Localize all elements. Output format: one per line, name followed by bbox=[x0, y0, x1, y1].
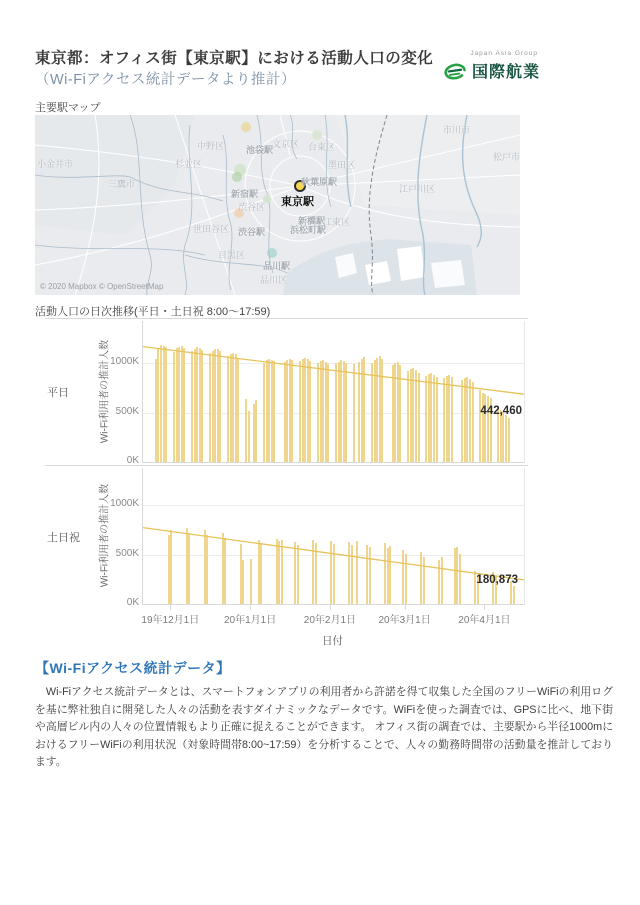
footer-body-text: Wi-Fiアクセス統計データとは、スマートフォンアプリの利用者から許諾を得て収集した全国のフリーWiFiの利用ログを基に弊社独自に開発した人々の活動を表すダイナミックなデータです。WiFiを使った調査では、GPSに比べ、地下街や高層ビル内の人々の位置情報もより正確に捉えることができます。 オフィス街の調査では、主要駅から半径1000mにおけるフリーWiFiの利用状況（対象時間帯8:00~17:59）を分析することで、人々の勤務時間帯の活動量を推計しております。 bbox=[35, 686, 613, 768]
logo-company-name: 国際航業 bbox=[471, 64, 540, 81]
faded-station-dot bbox=[241, 122, 251, 132]
map-label: 目黒区 bbox=[218, 250, 246, 260]
map-label: 浜松町駅 bbox=[290, 225, 327, 235]
y-tick-label: 500K bbox=[115, 547, 139, 559]
map-label: 松戸市 bbox=[493, 152, 520, 162]
x-tick-mark bbox=[330, 605, 331, 610]
y-tick-label: 0K bbox=[126, 455, 139, 466]
map-attribution: © 2020 Mapbox © OpenStreetMap bbox=[40, 282, 164, 291]
last-value-annotation: 442,460 bbox=[480, 405, 522, 417]
last-value-annotation: 180,873 bbox=[476, 574, 518, 586]
map-label: 江東区 bbox=[323, 217, 351, 227]
footer-heading: 【Wi-Fiアクセス統計データ】 bbox=[35, 660, 231, 676]
page-title: 東京都：オフィス街【東京駅】における活動人口の変化 bbox=[35, 50, 434, 67]
x-axis-title: 日付 bbox=[322, 635, 343, 647]
map-label: 中野区 bbox=[197, 141, 225, 151]
row-label-holiday: 土日祝 bbox=[47, 532, 80, 544]
charts-section-label: 活動人口の日次推移(平日・土日祝 8:00～17:59) bbox=[35, 306, 271, 318]
map-label: 市川市 bbox=[443, 125, 471, 135]
trend-line bbox=[143, 321, 524, 462]
map-label: 杉並区 bbox=[175, 159, 203, 169]
page-subtitle: （Wi-Fiアクセス統計データより推計） bbox=[35, 72, 296, 88]
logo-leaf-icon bbox=[442, 62, 468, 80]
station-map bbox=[35, 115, 520, 295]
map-label: 台東区 bbox=[308, 142, 336, 152]
map-section-label: 主要駅マップ bbox=[35, 102, 101, 114]
chart-top-border bbox=[45, 318, 528, 319]
logo-group-text: Japan Asia Group bbox=[470, 50, 538, 57]
x-tick-mark bbox=[250, 605, 251, 610]
y-tick-label: 1000K bbox=[110, 356, 139, 368]
y-tick-label: 500K bbox=[115, 405, 139, 417]
map-label: 品川区 bbox=[260, 275, 288, 285]
daily-trend-charts bbox=[45, 318, 528, 652]
map-label: 三鷹市 bbox=[108, 179, 136, 189]
tokyo-station-label: 東京駅 bbox=[281, 196, 314, 208]
map-label: 秋葉原駅 bbox=[301, 177, 338, 187]
map-label: 品川駅 bbox=[263, 261, 291, 271]
map-label: 新宿駅 bbox=[231, 189, 259, 199]
x-tick-mark bbox=[484, 605, 485, 610]
x-tick-label: 20年1月1日 bbox=[223, 615, 277, 626]
x-tick-label: 20年2月1日 bbox=[303, 615, 357, 626]
map-label: 世田谷区 bbox=[193, 224, 230, 234]
map-label: 渋谷駅 bbox=[238, 227, 266, 237]
company-logo bbox=[442, 50, 540, 82]
map-label: 小金井市 bbox=[37, 159, 74, 169]
y-tick-label: 0K bbox=[126, 597, 139, 608]
row-label-weekday: 平日 bbox=[47, 387, 69, 399]
y-axis-title-holiday: Wi-Fi利用者の推計人数 bbox=[99, 483, 111, 588]
faded-station-dot bbox=[267, 248, 277, 258]
map-label: 池袋駅 bbox=[246, 145, 274, 155]
y-axis-title-weekday: Wi-Fi利用者の推計人数 bbox=[99, 339, 111, 444]
x-tick-label: 20年3月1日 bbox=[378, 615, 431, 626]
trend-line bbox=[143, 468, 524, 604]
map-label: 新橋駅 bbox=[298, 216, 326, 226]
faded-station-dot bbox=[232, 172, 242, 182]
x-tick-mark bbox=[170, 605, 171, 610]
map-label: 墨田区 bbox=[328, 160, 356, 170]
holiday-chart-plot bbox=[110, 468, 525, 608]
y-tick-label: 1000K bbox=[110, 498, 139, 510]
weekday-chart-plot bbox=[110, 321, 525, 466]
map-label: 渋谷区 bbox=[238, 202, 266, 212]
x-tick-label: 19年12月1日 bbox=[141, 615, 200, 626]
map-label: 江戸川区 bbox=[399, 184, 436, 194]
x-tick-label: 20年4月1日 bbox=[458, 615, 511, 626]
map-label: 文京区 bbox=[272, 139, 300, 149]
x-tick-mark bbox=[405, 605, 406, 610]
